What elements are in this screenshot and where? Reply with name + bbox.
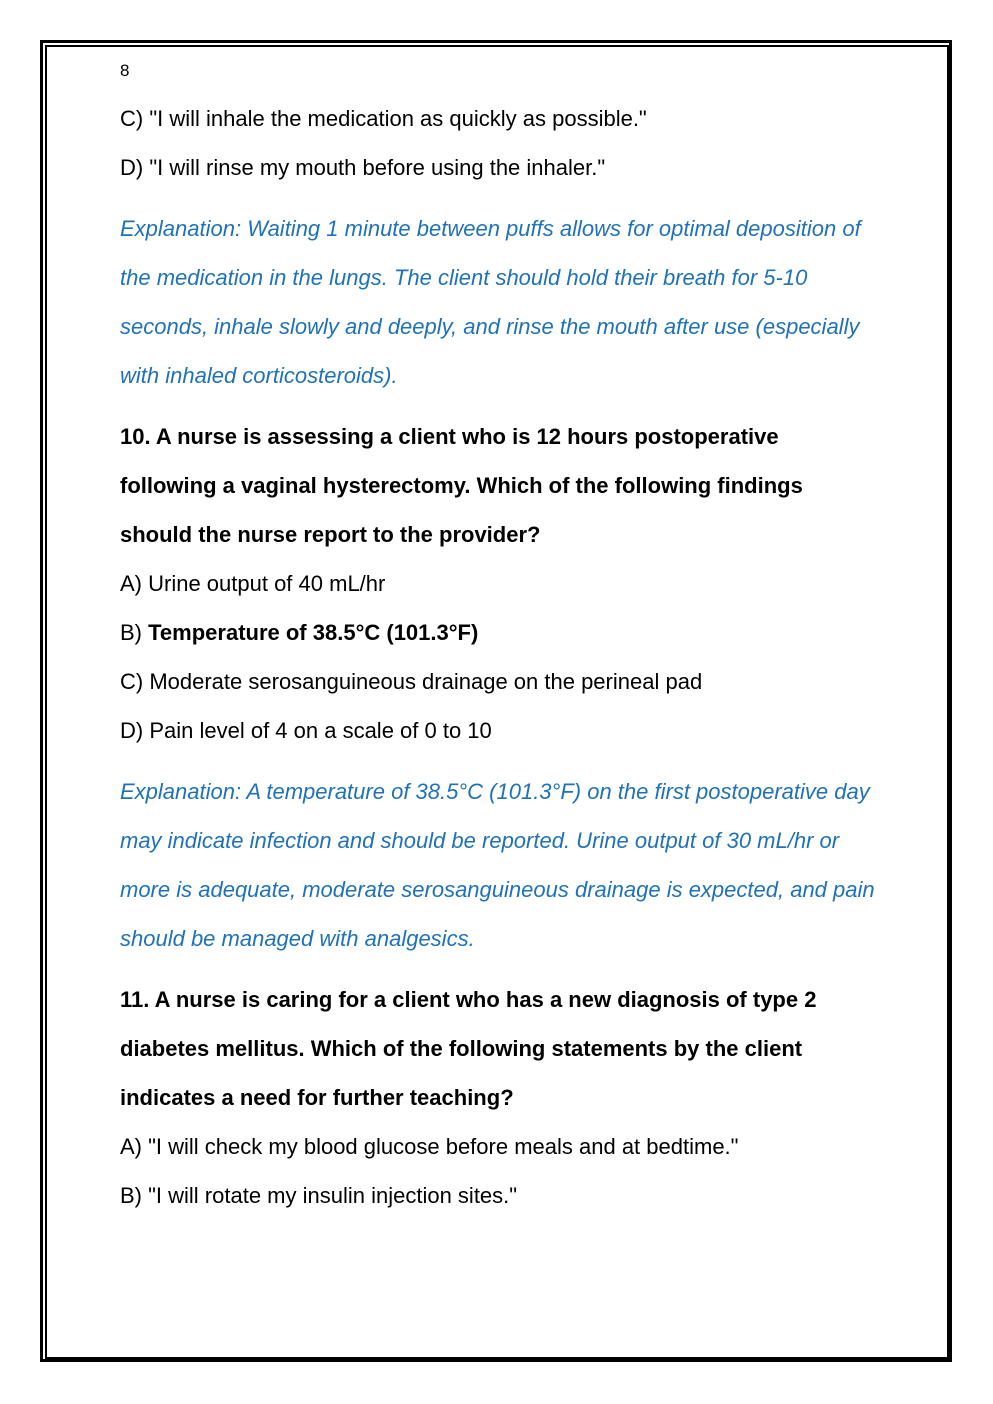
question-10-correct-answer: Temperature of 38.5°C (101.3°F): [148, 620, 479, 645]
question-10-option-b-prefix: B): [120, 620, 149, 645]
page-number: 8: [120, 61, 130, 80]
question-10-explanation: Explanation: A temperature of 38.5°C (101.3°F) on the first postoperative day may indicate infection and should be reported. Urine output of 30 mL/hr or more is adequate, moderate serosanguineous drainage is expected, and pain should be managed with analgesics.: [120, 779, 875, 951]
question-11: 11. A nurse is caring for a client who has a new diagnosis of type 2 diabetes mellitus. Which of the following statements by the client indicates a need for further teaching?: [120, 987, 817, 1110]
prev-question-option-c: C) "I will inhale the medication as quickly as possible.": [120, 106, 647, 131]
question-10-option-b: [120, 608, 880, 657]
question-10-option-c: C) Moderate serosanguineous drainage on the perineal pad: [120, 669, 703, 694]
prev-question-option-d: D) "I will rinse my mouth before using the inhaler.": [120, 155, 606, 180]
question-11-option-a: A) "I will check my blood glucose before meals and at bedtime.": [120, 1134, 739, 1159]
question-11-option-b: B) "I will rotate my insulin injection sites.": [120, 1183, 518, 1208]
prev-question-explanation: Explanation: Waiting 1 minute between puffs allows for optimal deposition of the medication in the lungs. The client should hold their breath for 5-10 seconds, inhale slowly and deeply, and rinse the mouth after use (especially with inhaled corticosteroids).: [120, 216, 861, 388]
question-10-option-d: D) Pain level of 4 on a scale of 0 to 10: [120, 718, 492, 743]
page-content: [120, 58, 880, 1220]
question-10-option-a: A) Urine output of 40 mL/hr: [120, 571, 386, 596]
question-10: 10. A nurse is assessing a client who is 12 hours postoperative following a vaginal hysterectomy. Which of the following findings should the nurse report to the provider?: [120, 424, 803, 547]
